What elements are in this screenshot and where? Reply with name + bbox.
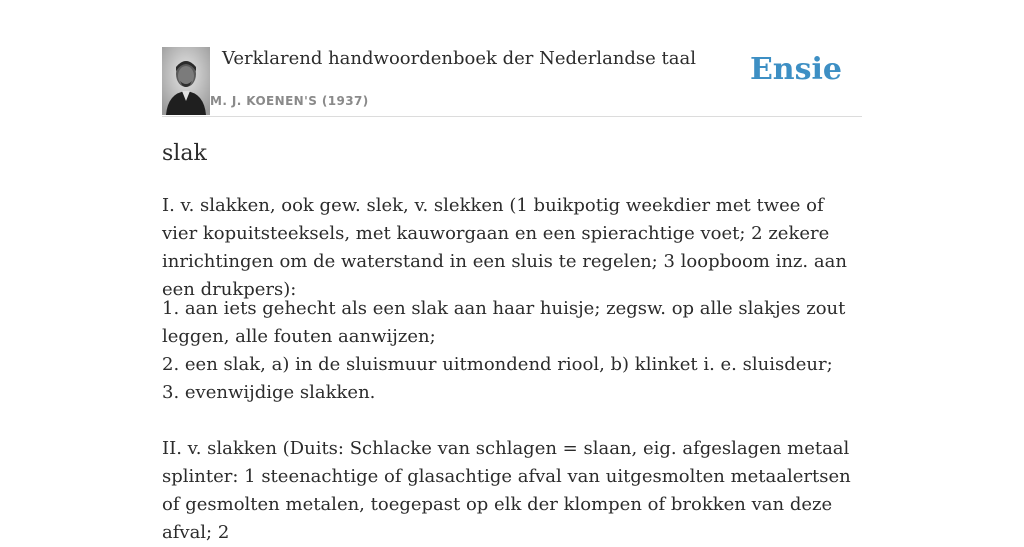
definition-1: I. v. slakken, ook gew. slek, v. slekken (1 buikpotig weekdier met twee of vier kopuitsteeksels, met kauworgaan en een spierachtige voet; 2 zekere inrichtingen om de waterstand in een sluis te regelen; 3 loopboom inz. aan een drukpers): [162,195,847,300]
dictionary-subtitle: M. J. KOENEN'S (1937) [210,94,369,108]
dictionary-title: Verklarend handwoordenboek der Nederlandse taal [222,48,696,69]
example-item: 1. aan iets gehecht als een slak aan haar huisje; zegsw. op alle slakjes zout leggen, alle fouten aanwijzen; [162,298,846,347]
examples-list [162,295,862,407]
example-item: 2. een slak, a) in de sluismuur uitmondend riool, b) klinket i. e. sluisdeur; [162,354,833,375]
definition-2: II. v. slakken (Duits: Schlacke van schlagen = slaan, eig. afgeslagen metaal splinter: 1 steenachtige of glasachtige afval van uitgesmolten metaalertsen of gesmolten metalen, toegepast op elk der klompen of brokken van deze afval; 2 [162,438,851,543]
entry-headword: slak [162,141,207,166]
example-item: 3. evenwijdige slakken. [162,382,376,403]
header [162,44,862,117]
ensie-logo-link[interactable]: Ensie [749,52,842,87]
page [162,0,862,543]
author-portrait-icon [162,47,210,115]
